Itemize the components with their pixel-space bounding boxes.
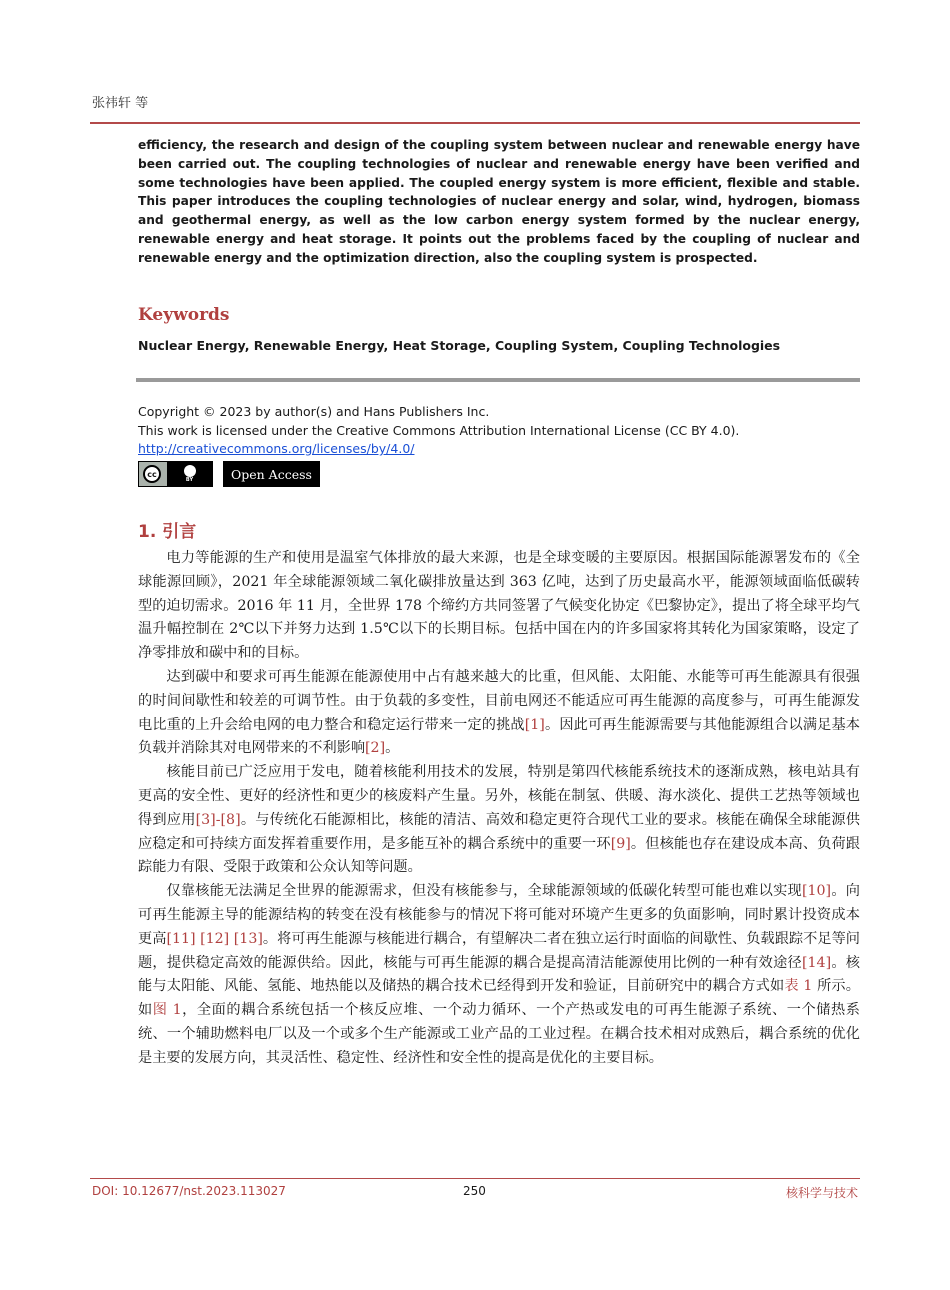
- citation-link[interactable]: [10]: [801, 883, 832, 900]
- citation-link[interactable]: 图 1: [152, 1002, 182, 1019]
- body-paragraph: [138, 547, 860, 666]
- running-header-authors: 张祎轩 等: [92, 96, 149, 111]
- body-paragraph: [138, 666, 860, 761]
- paragraph-text: 。因此可再生能源需要与其他能源组合以满足基本负载并消除其对电网带来的不利影响: [138, 716, 860, 757]
- footer-page-number: 250: [463, 1184, 486, 1198]
- body-paragraph: [138, 880, 860, 1070]
- open-access-badge[interactable]: Open Access: [223, 461, 320, 487]
- citation-link[interactable]: [1]: [524, 716, 545, 733]
- paragraph-text: 电力等能源的生产和使用是温室气体排放的最大来源，也是全球变暖的主要原因。根据国际能源署发布的《全球能源回顾》，2021 年全球能源领域二氧化碳排放量达到 363 亿吨，达到了历史最高水平，能源领域面临低碳转型的迫切需求。2016 年 11 月，全世界 178 个缔约方共同签署了气候变化协定《巴黎协定》，提出了将全球平均气温升幅控制在 2℃以下并努力达到 1.5℃以下的长期目标。包括中国在内的许多国家将其转化为国家策略，设定了净零排放和碳中和的目标。: [138, 550, 860, 662]
- citation-link[interactable]: [2]: [365, 740, 386, 757]
- paragraph-text: 。与传统化石能源相比，核能的清洁、高效和稳定更符合现代工业的要求。核能在确保全球能源供应稳定和可持续方面发挥着重要作用，是多能互补的耦合系统中的重要一环: [138, 811, 860, 852]
- citation-link[interactable]: 表 1: [784, 978, 813, 995]
- paragraph-text: ，全面的耦合系统包括一个核反应堆、一个动力循环、一个产热或发电的可再生能源子系统、一个储热系统、一个辅助燃料电厂以及一个或多个生产能源或工业产品的工业过程。在耦合技术相对成熟后，耦合系统的优化是主要的发展方向，其灵活性、稳定性、经济性和安全性的提高是优化的主要目标。: [138, 1002, 860, 1066]
- keywords-list: Nuclear Energy, Renewable Energy, Heat Storage, Coupling System, Coupling Technologies: [138, 338, 781, 353]
- citation-link[interactable]: [3]-[8]: [195, 811, 241, 828]
- cc-by-badge[interactable]: [138, 461, 213, 487]
- abstract-text: efficiency, the research and design of the coupling system between nuclear and renewable energy have been carried out. The coupling technologies of nuclear and renewable energy have been verified and some technologies have been applied. The coupled energy system is more efficient, flexible and stable. This paper introduces the coupling technologies of nuclear energy and solar, wind, hydrogen, biomass and geothermal energy, as well as the low carbon energy system formed by the nuclear energy, renewable energy and heat storage. It points out the problems faced by the coupling of nuclear and renewable energy and the optimization direction, also the coupling system is prospected.: [138, 138, 860, 265]
- paragraph-text: 。向可再生能源主导的能源结构的转变在没有核能参与的情况下将可能对环境产生更多的负面影响，同时累计投资成本更高: [138, 883, 860, 947]
- paragraph-text: 。: [385, 740, 400, 757]
- citation-link[interactable]: [11] [12] [13]: [166, 930, 263, 947]
- header-divider: [90, 122, 860, 124]
- license-link[interactable]: http://creativecommons.org/licenses/by/4.0/: [138, 441, 415, 456]
- footer-journal: 核科学与技术: [785, 1186, 858, 1200]
- copyright-block: [138, 403, 739, 459]
- paragraph-text: 。将可再生能源与核能进行耦合，有望解决二者在独立运行时面临的间歇性、负载跟踪不足等问题，提供稳定高效的能源供给。因此，核能与可再生能源的耦合是提高清洁能源使用比例的一种有效途径: [138, 930, 860, 971]
- citation-link[interactable]: [14]: [801, 954, 832, 971]
- section-heading: 1. 引言: [138, 522, 197, 542]
- paragraph-text: 。核能与太阳能、风能、氢能、地热能以及储热的耦合技术已经得到开发和验证，目前研究中的耦合方式如: [138, 954, 860, 995]
- copyright-line: Copyright © 2023 by author(s) and Hans Publishers Inc.: [138, 404, 490, 419]
- body-paragraph: [138, 761, 860, 880]
- citation-link[interactable]: [9]: [610, 835, 631, 852]
- section-divider: [136, 378, 860, 382]
- paragraph-text: 核能目前已广泛应用于发电，随着核能利用技术的发展，特别是第四代核能系统技术的逐渐成熟，核电站具有更高的安全性、更好的经济性和更少的核废料产生量。另外，核能在制氢、供暖、海水淡化、提供工艺热等领域也得到应用: [138, 764, 860, 828]
- footer-divider: [90, 1178, 860, 1179]
- license-badges: [138, 461, 320, 487]
- paragraph-text: 所示。如: [138, 978, 860, 1019]
- footer-doi: DOI: 10.12677/nst.2023.113027: [92, 1184, 286, 1198]
- by-icon: [167, 462, 212, 486]
- person-icon: [184, 465, 196, 477]
- by-label: BY: [185, 476, 194, 483]
- license-line: This work is licensed under the Creative Commons Attribution International License (CC BY 4.0).: [138, 422, 740, 438]
- section-body: [138, 547, 860, 1071]
- cc-icon: cc: [143, 465, 161, 483]
- paragraph-text: 。但核能也存在建设成本高、负荷跟踪能力有限、受限于政策和公众认知等问题。: [138, 835, 860, 876]
- keywords-heading: Keywords: [138, 305, 230, 325]
- paragraph-text: 达到碳中和要求可再生能源在能源使用中占有越来越大的比重，但风能、太阳能、水能等可再生能源具有很强的时间间歇性和较差的可调节性。由于负载的多变性，目前电网还不能适应可再生能源的高度参与，可再生能源发电比重的上升会给电网的电力整合和稳定运行带来一定的挑战: [138, 668, 860, 733]
- paragraph-text: 仅靠核能无法满足全世界的能源需求，但没有核能参与，全球能源领域的低碳化转型可能也难以实现: [166, 883, 802, 900]
